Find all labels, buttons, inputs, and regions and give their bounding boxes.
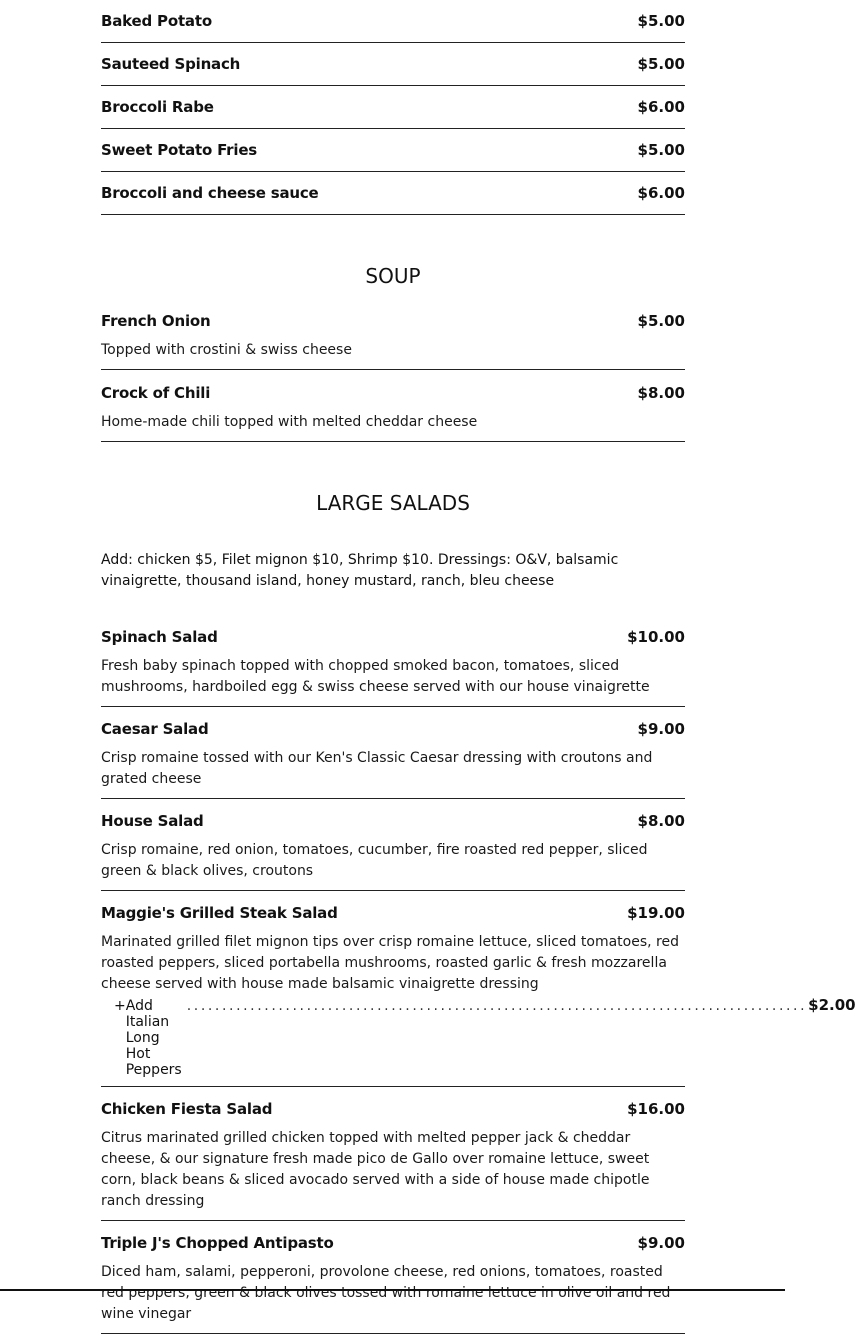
item-price: $5.00 [637,12,685,30]
item-price: $5.00 [637,312,685,330]
addon-label: Add Italian Long Hot Peppers [125,998,182,1078]
item-price: $19.00 [627,904,685,922]
item-price: $10.00 [627,628,685,646]
menu-item [101,312,685,370]
addon-price: $2.00 [808,996,856,1014]
sides-list [101,0,685,215]
item-name: Baked Potato [101,12,212,30]
item-price: $8.00 [637,812,685,830]
menu-item [101,707,685,799]
item-name: House Salad [101,812,204,830]
item-name: Sweet Potato Fries [101,141,258,159]
item-name: Broccoli Rabe [101,98,214,116]
item-description: Topped with crostini & swiss cheese [101,342,352,358]
item-name: Chicken Fiesta Salad [101,1100,273,1118]
menu-item [101,1087,685,1221]
item-description: Diced ham, salami, pepperoni, provolone cheese, red onions, tomatoes, roasted red peppers, green & black olives tossed with romaine lettuce in olive oil and red wine vinegar [101,1264,671,1322]
item-name: Sauteed Spinach [101,55,241,73]
salad-note: Add: chicken $5, Filet mignon $10, Shrimp $10. Dressings: O&V, balsamic vinaigrette, thousand island, honey mustard, ranch, bleu cheese [101,552,619,589]
page-divider [0,1289,785,1291]
section-title-soup: SOUP [365,264,421,288]
item-description: Citrus marinated grilled chicken topped with melted pepper jack & cheddar cheese, & our signature fresh made pico de Gallo over romaine lettuce, sweet corn, black beans & sliced avocado served with a side of house made chipotle ranch dressing [101,1130,650,1209]
item-price: $5.00 [637,55,685,73]
item-description: Crisp romaine tossed with our Ken's Classic Caesar dressing with croutons and grated cheese [101,750,653,787]
plus-icon: + [114,998,126,1014]
salad-list [101,628,856,1334]
item-name: French Onion [101,312,211,330]
item-description: Home-made chili topped with melted cheddar cheese [101,414,478,430]
item-name: Crock of Chili [101,384,211,402]
item-price: $8.00 [637,384,685,402]
item-description: Marinated grilled filet mignon tips over crisp romaine lettuce, sliced tomatoes, red roasted peppers, sliced portabella mushrooms, roasted garlic & fresh mozzarella cheese served with house made balsamic vinaigrette dressing [101,934,679,992]
item-name: Spinach Salad [101,628,218,646]
menu-item [101,129,685,172]
item-description: Crisp romaine, red onion, tomatoes, cucumber, fire roasted red pepper, sliced green & black olives, croutons [101,842,648,879]
menu-item [101,0,685,43]
item-price: $5.00 [637,141,685,159]
item-description: Fresh baby spinach topped with chopped smoked bacon, tomatoes, sliced mushrooms, hardboiled egg & swiss cheese served with our house vinaigrette [101,658,650,695]
item-price: $9.00 [637,720,685,738]
menu-item [101,1221,685,1334]
menu-item [101,628,685,707]
item-price: $9.00 [637,1234,685,1252]
item-name: Maggie's Grilled Steak Salad [101,904,338,922]
item-price: $6.00 [637,98,685,116]
menu-page [101,0,856,1334]
item-name: Caesar Salad [101,720,209,738]
section-title-large-salads: LARGE SALADS [316,491,470,515]
item-price: $6.00 [637,184,685,202]
menu-item [101,86,685,129]
item-name: Triple J's Chopped Antipasto [101,1234,334,1252]
menu-item [101,891,856,1087]
menu-item [101,799,685,891]
item-name: Broccoli and cheese sauce [101,184,319,202]
dot-leader: ........................................................................................ [186,998,808,1014]
menu-item [101,172,685,215]
menu-item [101,370,685,442]
soup-list [101,312,685,442]
menu-item [101,43,685,86]
item-price: $16.00 [627,1100,685,1118]
addon-option [101,996,856,1078]
